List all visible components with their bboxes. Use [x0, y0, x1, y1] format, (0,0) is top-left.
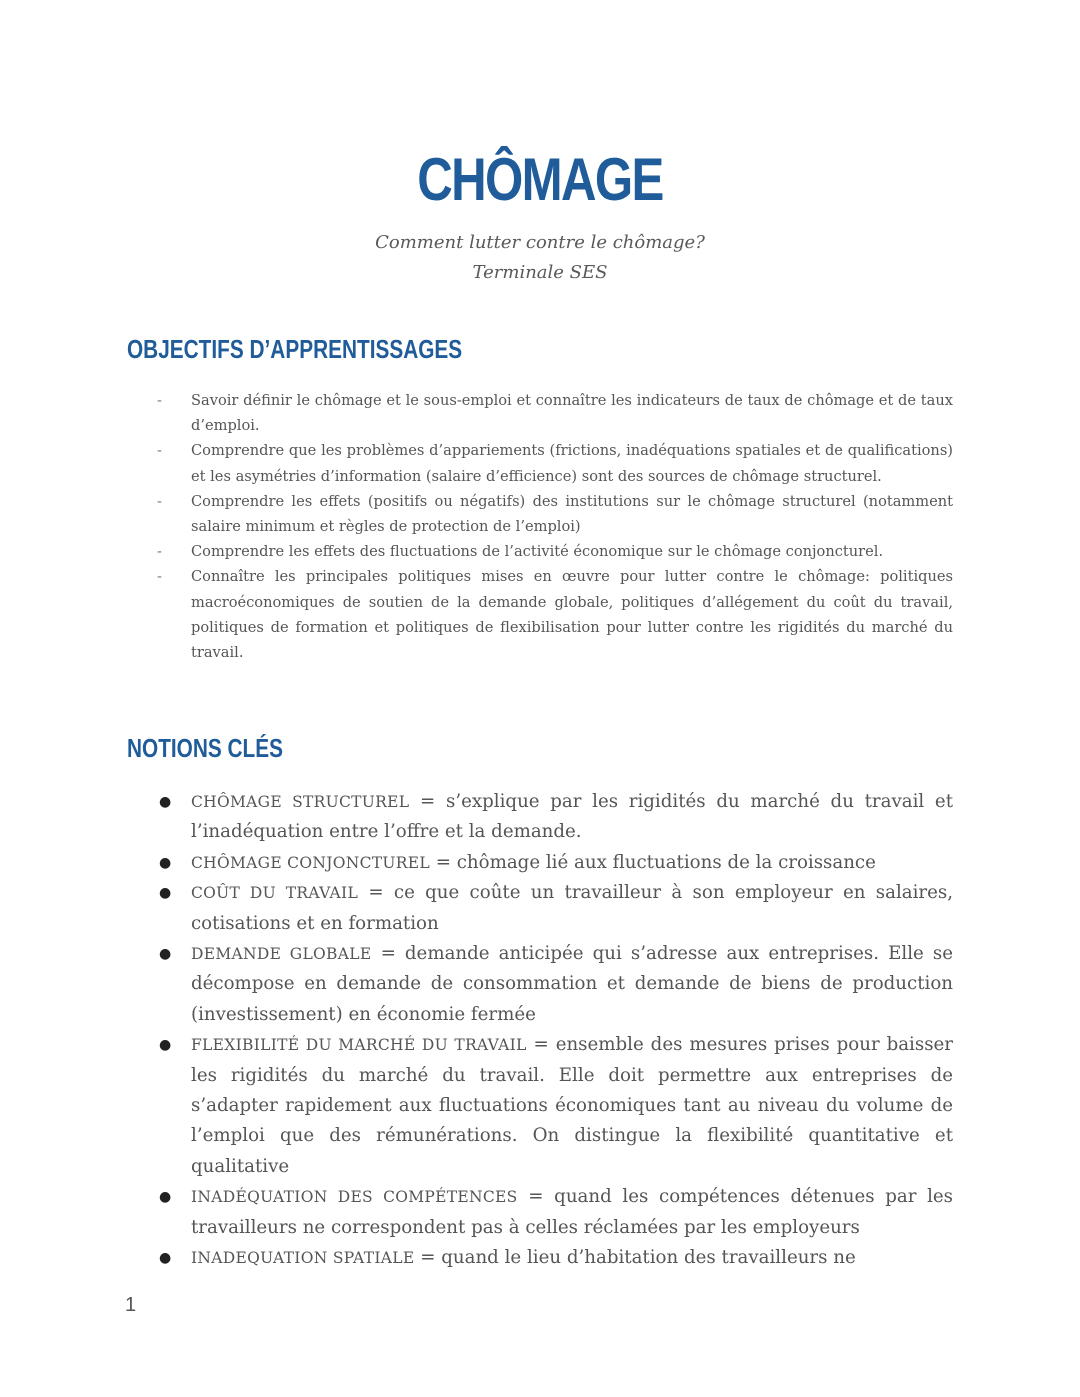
- notion-term: INADEQUATION SPATIALE: [191, 1249, 415, 1268]
- list-item: [157, 787, 953, 848]
- notion-term: FLEXIBILITÉ DU MARCHÉ DU TRAVAIL: [191, 1036, 527, 1055]
- list-item: [157, 1182, 953, 1243]
- notion-definition: = chômage lié aux fluctuations de la croissance: [429, 851, 876, 873]
- dash-bullet: -: [157, 543, 162, 561]
- list-item: [157, 564, 953, 665]
- list-item: [157, 438, 953, 488]
- notion-definition: = quand les compétences détenues par les travailleurs ne correspondent pas à celles réclamées par les employeurs: [191, 1186, 953, 1238]
- dash-bullet: -: [157, 392, 162, 409]
- notions-heading: NOTIONS CLÉS: [127, 733, 284, 763]
- bullet-icon: ●: [159, 1037, 172, 1054]
- bullet-icon: ●: [159, 1250, 172, 1267]
- objectifs-list: [157, 388, 953, 665]
- notion-term: COÛT DU TRAVAIL: [191, 884, 359, 903]
- list-item: [157, 388, 953, 438]
- subtitle-level: Terminale SES: [472, 262, 608, 283]
- objectif-text: Savoir définir le chômage et le sous-emploi et connaître les indicateurs de taux de chômage et de taux d’emploi.: [191, 392, 953, 435]
- notion-definition: = ensemble des mesures prises pour baisser les rigidités du marché du travail. Elle doit permettre aux entreprises de s’adapter rapidement aux fluctuations économiques tant au niveau du volume de l’emploi que des rémunérations. On distingue la flexibilité quantitative et qualitative: [191, 1034, 954, 1177]
- list-item: [157, 1243, 953, 1273]
- dash-bullet: -: [157, 442, 162, 460]
- notion-definition: = s’explique par les rigidités du marché du travail et l’inadéquation entre l’offre et la demande.: [191, 791, 954, 843]
- bullet-icon: ●: [159, 946, 172, 963]
- notion-definition: = demande anticipée qui s’adresse aux entreprises. Elle se décompose en demande de consommation et demande de biens de production (investissement) en économie fermée: [191, 943, 953, 1025]
- subtitle-question: Comment lutter contre le chômage?: [375, 232, 705, 253]
- list-item: [157, 878, 953, 939]
- notion-term: INADÉQUATION DES COMPÉTENCES: [191, 1188, 518, 1207]
- notion-term: CHÔMAGE CONJONCTUREL: [191, 853, 430, 872]
- dash-bullet: -: [157, 568, 162, 586]
- list-item: [157, 489, 953, 539]
- bullet-icon: ●: [159, 794, 172, 810]
- bullet-icon: ●: [159, 854, 172, 871]
- bullet-icon: ●: [159, 1189, 172, 1206]
- objectifs-heading: OBJECTIFS D’APPRENTISSAGES: [127, 334, 463, 364]
- objectif-text: Comprendre que les problèmes d’appariements (frictions, inadéquations spatiales et de qualifications) et les asymétries d’information (salaire d’efficience) sont des sources de chômage structurel.: [191, 442, 953, 485]
- list-item: [157, 848, 953, 878]
- objectif-text: Comprendre les effets des fluctuations de l’activité économique sur le chômage conjoncturel.: [191, 543, 884, 561]
- objectif-text: Comprendre les effets (positifs ou négatifs) des institutions sur le chômage structurel (notamment salaire minimum et règles de protection de l’emploi): [191, 492, 953, 536]
- list-item: [157, 1030, 953, 1182]
- page-number: 1: [125, 1294, 137, 1316]
- list-item: [157, 539, 953, 564]
- notion-term: CHÔMAGE STRUCTUREL: [191, 793, 410, 811]
- dash-bullet: -: [157, 492, 162, 510]
- subtitle-block: [0, 228, 1080, 288]
- notion-term: DEMANDE GLOBALE: [191, 945, 372, 964]
- notion-definition: = quand le lieu d’habitation des travailleurs ne: [414, 1247, 856, 1269]
- list-item: [157, 939, 953, 1030]
- notions-list: [157, 787, 953, 1274]
- objectif-text: Connaître les principales politiques mises en œuvre pour lutter contre le chômage: politiques macroéconomiques de soutien de la demande globale, politiques d’allégement du coût du travail, politiques de formation et politiques de flexibilisation pour lutter contre les rigidités du marché du travail.: [191, 568, 953, 662]
- bullet-icon: ●: [159, 885, 172, 902]
- document-title: CHÔMAGE: [417, 146, 663, 213]
- notion-definition: = ce que coûte un travailleur à son employeur en salaires, cotisations et en formation: [191, 882, 954, 934]
